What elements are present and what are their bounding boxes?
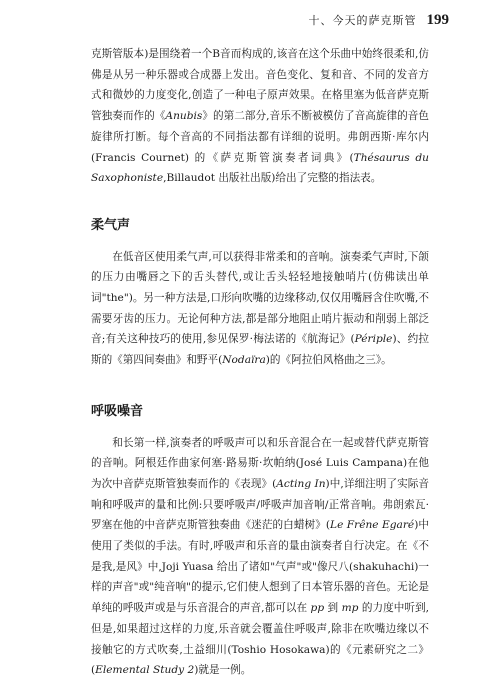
text-run: )的《阿拉伯风格曲之三》。: [265, 354, 392, 367]
text-run: 在低音区使用柔气声,可以获得非常柔和的音响。演奏柔气声时,下颌的压力由嘴唇之下的舌头替代,或让舌头轻轻地接触哨片(仿佛读出单词"the")。另一种方法是,口形向吹嘴的边缘移动,仅仅用嘴唇含住吹嘴,不需要牙齿的压力。无论何种方法,都是部分地阻止哨片振动和削弱上部泛音;有关这种技巧的使用,参见保罗·梅法诺的《航海记》(: [91, 250, 429, 346]
dynamic-marking: mp: [341, 602, 359, 615]
text-run: 克斯管版本)是围绕着一个B音而构成的,该音在这个乐曲中始终很柔和,仿佛是从另一种乐器或合成器上发出。音色变化、复和音、不同的发音方式和微妙的力度变化,创造了一种电子原声效果。在格里塞为低音萨克斯管独奏而作的《: [91, 48, 429, 123]
dynamic-marking: pp: [310, 602, 325, 615]
intro-paragraph: [91, 44, 429, 189]
section-heading: 呼吸噪音: [91, 403, 144, 419]
text-run: )中使用了类似的手法。有时,呼吸声和乐音的量由演奏者自行决定。在《不是我,是风》中,Joji Yuasa 给出了诸如"气声"或"像尺八(shakuhachi)一样的声音"或"纯音响"的提示,它们使人想到了日本管乐器的音色。无论是单纯的呼吸声或是与乐音混合的声音,都可以在: [91, 519, 429, 615]
section-paragraph: [91, 247, 429, 371]
text-run: )就是一例。: [194, 664, 252, 677]
text-run: 到: [324, 602, 342, 615]
page-number: 199: [426, 12, 449, 28]
italic-title: Elemental Study 2: [95, 664, 195, 677]
running-header: [309, 12, 450, 29]
running-title: 十、今天的萨克斯管: [308, 14, 417, 27]
text-run: 和长第一样,演奏者的呼吸声可以和乐音混合在一起或替代萨克斯管的音响。阿根廷作曲家何塞·路易斯·坎帕纳(José Luis Campana)在他为次中音萨克斯管独奏而作的《表现》(: [91, 436, 429, 490]
section-heading: 柔气声: [91, 217, 131, 233]
italic-title: Anubis: [165, 110, 203, 123]
text-run: 的力度中听到,但是,如果超过这样的力度,乐音就会覆盖住呼吸声,除非在吹嘴边缘以不接触它的方式吹奏,土益细川(Toshio Hosokawa)的《元素研究之二》(: [91, 602, 430, 677]
italic-title: Acting In: [276, 477, 326, 490]
text-run: 》的第二部分,音乐不断被模仿了音高旋律的音色旋律所打断。每个音高的不同指法都有详细的说明。弗朗西斯·库尔内 (Francis Cournet) 的《萨克斯管演奏者词典》(: [91, 110, 429, 164]
italic-title: Thésaurus du Saxophoniste: [91, 151, 429, 185]
section-paragraph: [91, 433, 429, 681]
italic-title: Périple: [354, 333, 393, 346]
italic-title: Nodaïra: [222, 354, 266, 367]
text-run: )、约拉斯的《第四间奏曲》和野平(: [91, 333, 429, 367]
italic-title: Le Frêne Egaré: [330, 519, 415, 532]
page-content: [91, 44, 429, 681]
text-run: ,Billaudot 出版社出版)给出了完整的指法表。: [163, 172, 382, 185]
text-run: )中,详细注明了实际音响和呼吸声的量和比例:只要呼吸声/呼吸声加音响/正常音响。弗朗索瓦·罗塞在他的中音萨克斯管独奏曲《迷茫的白蜡树》(: [91, 477, 429, 532]
